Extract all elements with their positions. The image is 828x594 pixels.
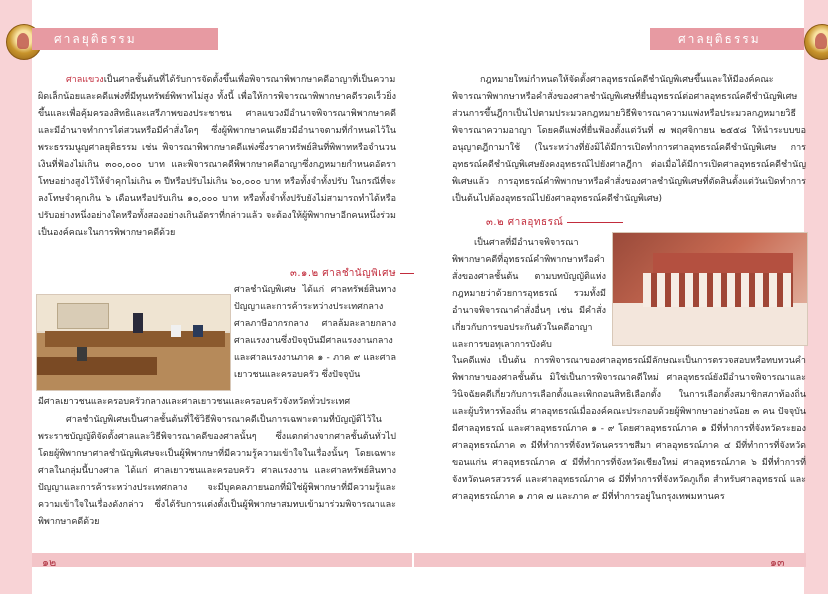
left-page-margin-band bbox=[0, 0, 32, 594]
courtroom-person-3 bbox=[193, 325, 203, 337]
courtroom-person-4 bbox=[77, 347, 87, 361]
right-page bbox=[414, 0, 828, 594]
right-side-paragraph: เป็นศาลที่มีอำนาจพิจารณาพิพากษาคดีที่อุทธรณ์คำพิพากษาหรือคำสั่งของศาลชั้นต้น ตามบทบัญญัติแห่งกฎหมายว่าด้วยการอุทธรณ์ รวมทั้งมีอำนาจพิจารณาคำสั่งอื่นๆ เช่น มีคำสั่งเกี่ยวกับการขอประกันตัวในคดีอาญาและการขอทุเลาการบังคับ bbox=[452, 238, 606, 350]
courtroom-table bbox=[37, 357, 157, 375]
left-header-bar bbox=[32, 28, 218, 50]
right-header-bar bbox=[650, 28, 804, 50]
right-page-number: ๑๓ bbox=[770, 556, 785, 569]
left-footer-bar bbox=[32, 553, 412, 567]
left-continue-line: มีศาลเยาวชนและครอบครัวกลางและศาลเยาวชนและครอบครัวจังหวัดทั่วประเทศ bbox=[38, 397, 351, 407]
right-header-title: ศาลยุติธรรม bbox=[678, 32, 761, 46]
building-columns bbox=[643, 273, 793, 307]
subheading-appeal-court-text: ๓.๒ ศาลอุทธรณ์ bbox=[486, 217, 564, 228]
left-side-paragraph: ศาลชำนัญพิเศษ ได้แก่ ศาลทรัพย์สินทางปัญญาและการค้าระหว่างประเทศกลาง ศาลภาษีอากรกลาง ศาลล้มละลายกลาง ศาลแรงงานซึ่งปัจจุบันมีศาลแรงงานกลางและศาลแรงงานภาค ๑ - ภาค ๙ และศาลเยาวชนและครอบครัว ซึ่งปัจจุบัน bbox=[234, 285, 396, 380]
courtroom-photo bbox=[36, 294, 231, 391]
right-footer-bar bbox=[414, 553, 806, 567]
subheading-underline bbox=[567, 222, 623, 223]
appeal-court-building-photo bbox=[612, 232, 808, 346]
building-roof bbox=[653, 253, 793, 273]
building-base bbox=[613, 303, 807, 345]
left-intro-paragraph bbox=[38, 72, 396, 242]
courtroom-person-1 bbox=[133, 313, 143, 333]
courtroom-person-2 bbox=[171, 325, 181, 337]
left-header-title: ศาลยุติธรรม bbox=[54, 32, 137, 46]
subheading-specialized-court-text: ๓.๑.๒ ศาลชำนัญพิเศษ bbox=[290, 268, 397, 279]
subheading-appeal-court bbox=[486, 215, 623, 230]
right-top-paragraph: กฎหมายใหม่กำหนดให้จัดตั้งศาลอุทธรณ์คดีชำนัญพิเศษขึ้นและให้มีองค์คณะพิจารณาพิพากษาหรือคำสั่งของศาลชำนัญพิเศษที่ยื่นอุทธรณ์ต่อศาลอุทธรณ์คดีชำนัญพิเศษ ส่วนการขึ้นฎีกาเป็นไปตามประมวลกฎหมายวิธีพิจารณาความแพ่งหรือประมวลกฎหมายวิธีพิจารณาความอาญา โดยคดีแพ่งที่ยื่นฟ้องตั้งแต่วันที่ ๗ พฤศจิกายน ๒๕๕๘ ให้นำระบบขออนุญาตฎีกามาใช้ (ในระหว่างที่ยังมิได้มีการเปิดทำการศาลอุทธรณ์คดีชำนัญพิเศษ การอุทธรณ์คดีชำนัญพิเศษยังคงอุทธรณ์ไปยังศาลฎีกา ต่อเมื่อได้มีการเปิดศาลอุทธรณ์คดีชำนัญพิเศษแล้ว การอุทธรณ์คำพิพากษาหรือคำสั่งของศาลชำนัญพิเศษที่ตัดสินตั้งแต่วันเปิดทำการเป็นต้นไปต้องอุทธรณ์ไปยังศาลอุทธรณ์คดีชำนัญพิเศษ) bbox=[452, 75, 806, 204]
intro-term: ศาลแขวง bbox=[66, 75, 104, 85]
left-page-number: ๑๒ bbox=[42, 556, 57, 569]
subheading-specialized-court bbox=[290, 266, 414, 281]
left-body-paragraph-2: ศาลชำนัญพิเศษเป็นศาลชั้นต้นที่ใช้วิธีพิจารณาคดีเป็นการเฉพาะตามที่บัญญัติไว้ในพระราชบัญญัติจัดตั้งศาลและวิธีพิจารณาคดีของศาลนั้นๆ ซึ่งแตกต่างจากศาลชั้นต้นทั่วไป โดยผู้พิพากษาศาลชำนัญพิเศษจะเป็นผู้พิพากษาที่มีความรู้ความเข้าใจในเรื่องนั้นๆ โดยเฉพาะศาลในกลุ่มนี้บางศาล ได้แก่ ศาลเยาวชนและครอบครัว ศาลแรงงาน และศาลทรัพย์สินทางปัญญาและการค้าระหว่างประเทศกลาง จะมีบุคคลภายนอกที่มิใช่ผู้พิพากษาที่มีความรู้และความเข้าใจในเรื่องดังกล่าว ซึ่งได้รับการแต่งตั้งเป็นผู้พิพากษาสมทบเข้ามาร่วมพิจารณาและพิพากษาคดีด้วย bbox=[38, 415, 396, 527]
right-body-paragraph: ในคดีแพ่ง เป็นต้น การพิจารณาของศาลอุทธรณ์มีลักษณะเป็นการตรวจสอบหรือทบทวนคำพิพากษาของศาลชั้นต้น มิใช่เป็นการพิจารณาคดีใหม่ ศาลอุทธรณ์ยังมีอำนาจพิจารณาและวินิจฉัยคดีเกี่ยวกับการเลือกตั้งและเพิกถอนสิทธิเลือกตั้ง ในการเลือกตั้งสมาชิกสภาท้องถิ่นและผู้บริหารท้องถิ่น ศาลอุทธรณ์เมื่อองค์คณะประกอบด้วยผู้พิพากษาอย่างน้อย ๓ คน ปัจจุบันมีศาลอุทธรณ์ และศาลอุทธรณ์ภาค ๑ - ๙ โดยศาลอุทธรณ์ภาค ๑ มีที่ทำการที่จังหวัดระยอง ศาลอุทธรณ์ภาค ๓ มีที่ทำการที่จังหวัดนครราชสีมา ศาลอุทธรณ์ภาค ๔ มีที่ทำการที่จังหวัดขอนแก่น ศาลอุทธรณ์ภาค ๕ มีที่ทำการที่จังหวัดเชียงใหม่ ศาลอุทธรณ์ภาค ๖ มีที่ทำการที่จังหวัดนครสวรรค์ และศาลอุทธรณ์ภาค ๘ มีที่ทำการที่จังหวัดภูเก็ต สำหรับศาลอุทธรณ์ และศาลอุทธรณ์ภาค ๑ ภาค ๗ และภาค ๙ มีที่ทำการอยู่ในกรุงเทพมหานคร bbox=[452, 356, 806, 502]
courtroom-window bbox=[57, 303, 109, 329]
intro-text: เป็นศาลชั้นต้นที่ได้รับการจัดตั้งขึ้นเพื่อพิจารณาพิพากษาคดีอาญาที่เป็นความผิดเล็กน้อยและคดีแพ่งที่มีทุนทรัพย์พิพาทไม่สูง ทั้งนี้ เพื่อให้การพิจารณาพิพากษาคดีรวดเร็วยิ่งขึ้นและเพื่อคุ้มครองสิทธิและเสรีภาพของประชาชน ศาลแขวงมีอำนาจพิจารณาพิพากษาคดีและมีอำนาจทำการไต่สวนหรือมีคำสั่งใดๆ ซึ่งผู้พิพากษาคนเดียวมีอำนาจตามที่กำหนดไว้ในพระธรรมนูญศาลยุติธรรม เช่น พิจารณาพิพากษาคดีแพ่งซึ่งราคาทรัพย์สินที่พิพาทหรือจำนวนเงินที่ฟ้องไม่เกิน ๓๐๐,๐๐๐ บาท และพิจารณาคดีพิพากษาคดีอาญาซึ่งกฎหมายกำหนดอัตราโทษอย่างสูงไว้ให้จำคุกไม่เกิน ๓ ปีหรือปรับไม่เกิน ๖๐,๐๐๐ บาท หรือทั้งจำทั้งปรับ ในกรณีที่จะลงโทษจำคุกเกิน ๖ เดือนหรือปรับเกิน ๑๐,๐๐๐ บาท หรือทั้งจำทั้งปรับยังไม่สามารถทำได้หรือปรับอย่างหนึ่งอย่างใดหรือทั้งสองอย่างเกินอัตราที่กล่าวแล้ว จะต้องให้ผู้พิพากษาอีกคนหนึ่งร่วมเป็นองค์คณะในการพิพากษาคดีด้วย bbox=[38, 75, 396, 238]
subheading-underline bbox=[400, 273, 414, 274]
